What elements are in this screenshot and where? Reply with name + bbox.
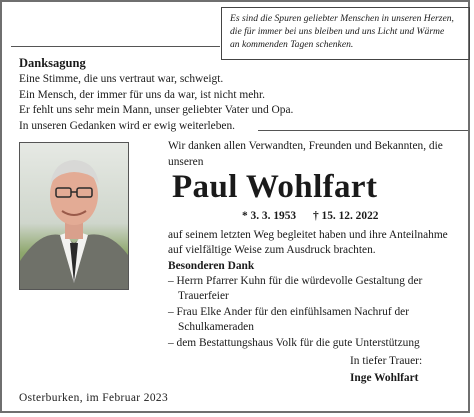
gratitude-text (168, 228, 448, 257)
special-thanks-item: – Frau Elke Ander für den einfühlsamen Nachruf der (168, 305, 410, 318)
divider-line (258, 130, 468, 131)
birth-date: * 3. 3. 1953 (242, 210, 297, 222)
thanks-heading: Danksagung (19, 56, 86, 70)
mourning-label: In tiefer Trauer: (350, 355, 423, 367)
thanks-line: Ein Mensch, der immer für uns da war, ist nicht mehr. (19, 88, 265, 101)
quote-box (221, 7, 470, 60)
death-date: † 15. 12. 2022 (312, 210, 379, 222)
place-date: Osterburken, im Februar 2023 (19, 392, 169, 404)
thanks-line: In unseren Gedanken wird er ewig weiterleben. (19, 119, 236, 132)
thanks-line: Eine Stimme, die uns vertraut war, schweigt. (19, 73, 224, 85)
special-thanks-item: – Herrn Pfarrer Kuhn für die würdevolle Gestaltung der (168, 275, 423, 287)
thanks-line: Er fehlt uns sehr mein Mann, unser geliebter Vater und Opa. (19, 104, 294, 117)
divider-line (11, 46, 220, 47)
mourning-signature (350, 353, 422, 387)
gratitude-line: auf seinem letzten Weg begleitet haben und ihre Anteilnahme (168, 229, 448, 241)
quote-line: die für immer bei uns bleiben und uns Licht und Wärme (230, 26, 445, 37)
intro-line: unseren (168, 155, 204, 168)
life-dates (242, 210, 392, 222)
thanks-text (19, 72, 293, 134)
special-thanks-item: Trauerfeier (178, 290, 229, 303)
special-thanks-list (168, 274, 422, 351)
portrait-photo (19, 142, 129, 290)
deceased-name: Paul Wohlfart (172, 169, 378, 205)
special-thanks-item: – dem Bestattungshaus Volk für die gute Unterstützung (168, 336, 420, 349)
special-thanks-heading: Besonderen Dank (168, 260, 255, 272)
intro-text (168, 139, 443, 170)
quote-line: an kommenden Tagen schenken. (230, 39, 354, 50)
special-thanks-item: Schulkameraden (178, 321, 254, 334)
gratitude-line: auf vielfältige Weise zum Ausdruck brachten. (168, 243, 376, 256)
intro-line: Wir danken allen Verwandten, Freunden und Bekannten, die (168, 140, 443, 152)
mourner-name: Inge Wohlfart (350, 372, 419, 384)
quote-line: Es sind die Spuren geliebter Menschen in unseren Herzen, (230, 13, 454, 24)
